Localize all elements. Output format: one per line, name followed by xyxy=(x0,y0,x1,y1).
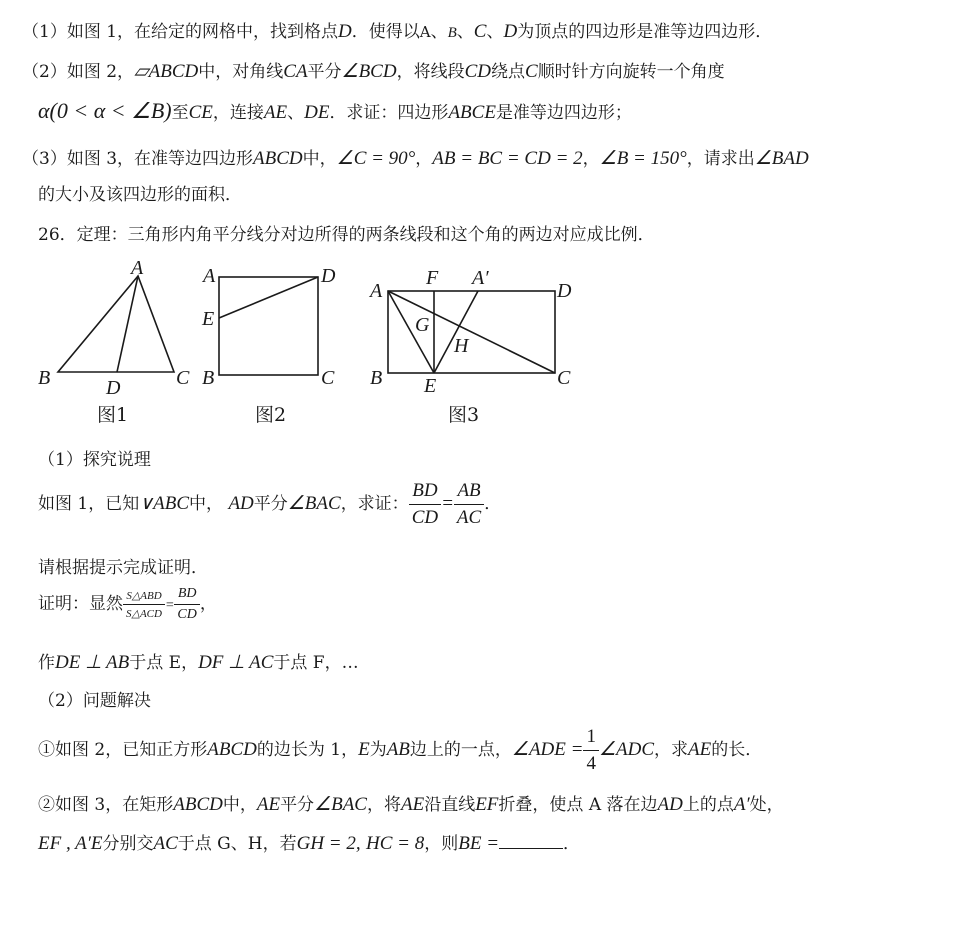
figure-2 xyxy=(219,277,318,375)
text-line-4: （3）如图 3，在准等边四边形ABCD中，∠C = 90°，AB = BC = CD = 2，∠B = 150°，请求出∠BAD xyxy=(22,148,809,169)
text-line-1: （1）如图 1，在给定的网格中，找到格点D．使得以A、B、C、D为顶点的四边形是准等边四边形． xyxy=(22,21,773,42)
part1-heading: （1）探究说理 xyxy=(38,450,151,470)
fig3-label-E: E xyxy=(424,375,437,397)
part2-question-3: EF , A′E分别交AC于点 G、H，若GH = 2, HC = 8，则BE = ． xyxy=(38,833,581,854)
fig3-label-C: C xyxy=(557,367,571,389)
answer-blank[interactable] xyxy=(499,834,563,849)
fig3-label-D: D xyxy=(557,280,572,302)
fig2-caption: 图2 xyxy=(255,404,287,426)
fig3-label-A: A xyxy=(370,280,383,302)
fraction-bd-cd-proof: $\frac{BD}{CD}$ xyxy=(174,586,199,623)
fig2-label-B: B xyxy=(202,367,215,389)
fig1-label-A: A xyxy=(131,257,144,279)
part1-hint: 请根据提示完成证明． xyxy=(38,558,208,578)
fraction-bd-cd: $\frac{BD}{CD}$ xyxy=(409,480,441,529)
fraction-one-quarter: $\frac{1}{4}$ xyxy=(583,726,599,775)
fig1-caption: 图1 xyxy=(97,404,129,426)
text-line-2: （2）如图 2，▱ABCD中，对角线CA平分∠BCD，将线段CD绕点C顺时针方向旋转一个角度 xyxy=(22,61,725,82)
fig2-label-A: A xyxy=(203,265,216,287)
text-line-3: α(0 < α < ∠B)至CE，连接AE、DE．求证：四边形ABCE是准等边四边形； xyxy=(38,98,632,123)
question-26-title: 26．定理：三角形内角平分线分对边所得的两条线段和这个角的两边对应成比例． xyxy=(38,225,655,245)
figure-3 xyxy=(388,291,555,373)
part1-given: 如图 1，已知∨ABC中， AD平分∠BAC，求证： $\frac{BD}{CD}$ = $\frac{AB}{AC}$ ． xyxy=(38,480,502,528)
part2-question-2: ②如图 3，在矩形ABCD中，AE平分∠BAC，将AE沿直线EF折叠，使点 A 落在边AD上的点A′处， xyxy=(38,794,784,815)
part1-proof: 证明：显然 $\frac{\text{S△ABD}}{\text{S△ACD}}$ = $\frac{BD}{CD}$ ， xyxy=(38,586,217,622)
fraction-area-ratio: $\frac{\text{S△ABD}}{\text{S△ACD}}$ xyxy=(123,589,165,620)
fig3-label-B: B xyxy=(370,367,383,389)
fig3-label-H: H xyxy=(454,335,469,357)
fraction-ab-ac: $\frac{AB}{AC}$ xyxy=(454,480,484,529)
fig1-label-B: B xyxy=(38,367,51,389)
text-line-5: 的大小及该四边形的面积． xyxy=(38,185,242,205)
fig2-label-E: E xyxy=(202,308,215,330)
part2-heading: （2）问题解决 xyxy=(38,691,151,711)
fig2-label-C: C xyxy=(321,367,335,389)
figures xyxy=(0,250,953,440)
part2-question-1: ①如图 2，已知正方形ABCD的边长为 1，E为AB边上的一点，∠ADE = $\frac{1}{4}$ ∠ADC，求AE的长． xyxy=(38,726,763,774)
fig1-label-C: C xyxy=(176,367,190,389)
fig2-label-D: D xyxy=(321,265,336,287)
fig3-caption: 图3 xyxy=(448,404,480,426)
fig3-label-A-prime: A′ xyxy=(472,267,489,289)
figure-1 xyxy=(58,276,174,372)
fig3-label-F: F xyxy=(426,267,439,289)
fig1-label-D: D xyxy=(106,377,121,399)
fig3-label-G: G xyxy=(415,314,430,336)
part1-construct: 作DE ⊥ AB于点 E，DF ⊥ AC于点 F，… xyxy=(38,652,359,673)
